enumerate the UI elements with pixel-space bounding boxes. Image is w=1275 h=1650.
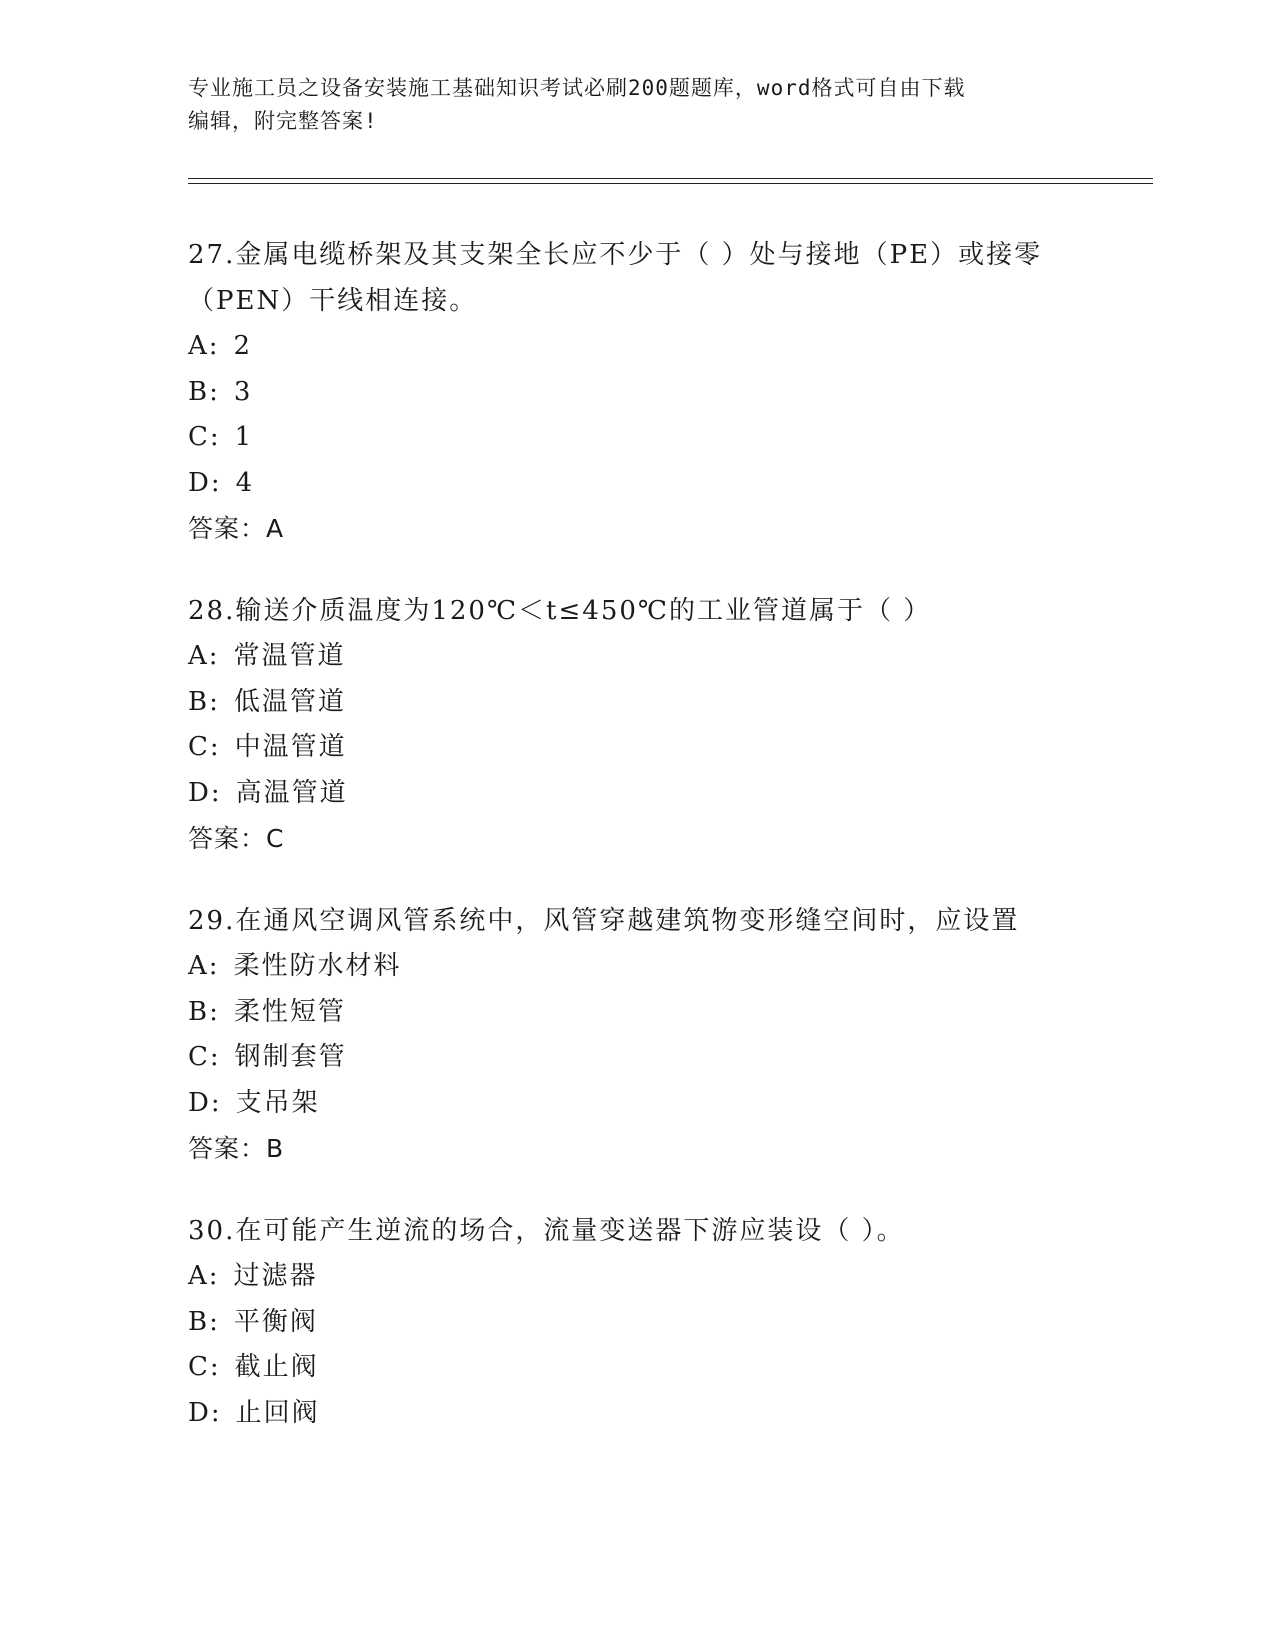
option-letter: C — [188, 422, 210, 452]
question-block — [188, 1208, 1088, 1436]
option-text: 支吊架 — [235, 1087, 320, 1118]
option-letter: A — [188, 951, 209, 981]
option-letter: A — [188, 331, 209, 361]
option-letter: B — [188, 996, 210, 1027]
question-stem-line: （PEN）干线相连接。 — [188, 286, 478, 316]
option-separator: : — [209, 376, 220, 407]
option-letter: D — [188, 1087, 211, 1118]
answer-option — [188, 415, 1088, 461]
option-separator: : — [209, 1042, 221, 1072]
option-letter: B — [188, 1306, 210, 1337]
answer-option — [188, 1081, 1088, 1127]
answer-option — [188, 1300, 1088, 1346]
option-text: 止回阀 — [235, 1397, 320, 1428]
question-stem-line: 28.输送介质温度为120℃＜t≤450℃的工业管道属于（ ） — [188, 596, 932, 626]
option-letter: D — [188, 467, 211, 498]
option-text: 常温管道 — [233, 641, 346, 671]
answer-key: 答案：C — [188, 824, 285, 853]
document-header — [188, 72, 1088, 138]
option-separator: : — [209, 1306, 220, 1337]
option-letter: A — [188, 1261, 209, 1291]
question-list — [188, 232, 1088, 1473]
option-letter: C — [188, 732, 210, 762]
answer-option — [188, 990, 1088, 1036]
option-text: 截止阀 — [234, 1352, 319, 1382]
option-separator: : — [208, 951, 220, 981]
option-separator: : — [209, 732, 221, 762]
option-text: 过滤器 — [233, 1261, 318, 1291]
option-text: 钢制套管 — [234, 1042, 347, 1072]
answer-option — [188, 324, 1088, 370]
question-stem — [188, 898, 1088, 944]
header-divider-bottom — [188, 183, 1153, 184]
option-separator: : — [208, 1261, 220, 1291]
answer-option — [188, 1035, 1088, 1081]
option-text: 4 — [235, 467, 255, 498]
option-text: 中温管道 — [234, 732, 347, 762]
option-separator: : — [210, 1087, 222, 1118]
header-line-1: 专业施工员之设备安装施工基础知识考试必刷200题题库，word格式可自由下载 — [188, 76, 966, 100]
option-separator: : — [210, 467, 222, 498]
answer-option — [188, 1345, 1088, 1391]
option-separator: : — [209, 422, 221, 452]
option-letter: A — [188, 641, 209, 671]
question-stem-line: 29.在通风空调风管系统中，风管穿越建筑物变形缝空间时，应设置 — [188, 906, 1020, 936]
option-separator: : — [209, 686, 220, 717]
question-stem-line: 27.金属电缆桥架及其支架全长应不少于（ ）处与接地（PE）或接零 — [188, 240, 1043, 270]
answer-option — [188, 370, 1088, 416]
answer-option — [188, 944, 1088, 990]
option-text: 柔性短管 — [233, 996, 346, 1027]
option-letter: D — [188, 777, 211, 808]
option-separator: : — [210, 777, 222, 808]
answer-key: 答案：B — [188, 1134, 285, 1163]
answer-option — [188, 1254, 1088, 1300]
option-text: 低温管道 — [233, 686, 346, 717]
question-stem-line: 30.在可能产生逆流的场合，流量变送器下游应装设（ ）。 — [188, 1216, 905, 1246]
header-line-2: 编辑，附完整答案! — [188, 109, 378, 133]
option-letter: C — [188, 1352, 210, 1382]
question-stem — [188, 232, 1088, 324]
answer-option — [188, 1391, 1088, 1437]
option-text: 柔性防水材料 — [233, 951, 402, 981]
option-letter: B — [188, 686, 210, 717]
option-separator: : — [208, 641, 220, 671]
question-stem — [188, 588, 1088, 634]
answer-key: 答案：A — [188, 514, 285, 543]
option-separator: : — [209, 996, 220, 1027]
answer-option — [188, 680, 1088, 726]
option-separator: : — [208, 331, 220, 361]
question-stem — [188, 1208, 1088, 1254]
answer-option — [188, 461, 1088, 507]
option-text: 高温管道 — [235, 777, 348, 808]
option-text: 1 — [234, 422, 254, 452]
question-block — [188, 588, 1088, 861]
answer-option — [188, 771, 1088, 817]
option-separator: : — [210, 1397, 222, 1428]
option-text: 3 — [233, 376, 253, 407]
answer-option — [188, 725, 1088, 771]
option-letter: B — [188, 376, 210, 407]
question-block — [188, 898, 1088, 1171]
question-block — [188, 232, 1088, 551]
option-separator: : — [209, 1352, 221, 1382]
answer-option — [188, 634, 1088, 680]
option-text: 平衡阀 — [233, 1306, 318, 1337]
option-letter: C — [188, 1042, 210, 1072]
option-text: 2 — [233, 331, 253, 361]
option-letter: D — [188, 1397, 211, 1428]
header-divider-top — [188, 178, 1153, 179]
